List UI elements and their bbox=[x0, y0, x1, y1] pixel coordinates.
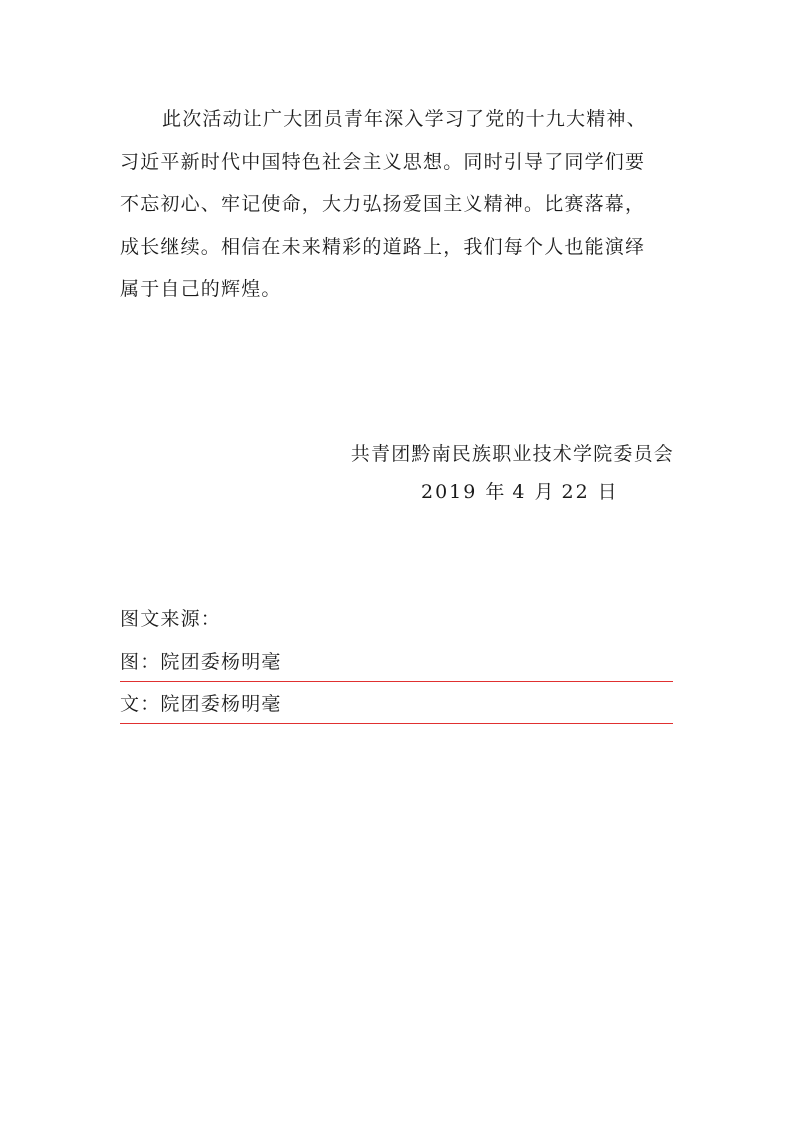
date-day: 22 bbox=[561, 481, 590, 503]
signature-date bbox=[421, 476, 617, 508]
credit-text: 文：院团委杨明毫 bbox=[120, 682, 673, 724]
date-year: 2019 bbox=[421, 481, 478, 503]
date-month-unit: 月 bbox=[534, 481, 554, 503]
signature-org: 共青团黔南民族职业技术学院委员会 bbox=[350, 443, 674, 465]
credit-photo: 图：院团委杨明毫 bbox=[120, 640, 673, 682]
date-day-unit: 日 bbox=[597, 481, 617, 503]
date-month: 4 bbox=[512, 481, 527, 503]
body-line-2: 习近平新时代中国特色社会主义思想。同时引导了同学们要 bbox=[120, 150, 646, 173]
body-line-4: 成长继续。相信在未来精彩的道路上，我们每个人也能演绎 bbox=[120, 235, 646, 258]
body-line-3: 不忘初心、牢记使命，大力弘扬爱国主义精神。比赛落幕， bbox=[120, 193, 646, 215]
credits-section bbox=[120, 598, 673, 724]
body-paragraph bbox=[120, 98, 676, 311]
credits-heading: 图文来源： bbox=[120, 608, 222, 630]
date-year-unit: 年 bbox=[485, 481, 505, 503]
body-line-5: 属于自己的辉煌。 bbox=[120, 278, 282, 300]
body-line-1: 此次活动让广大团员青年深入学习了党的十九大精神、 bbox=[162, 108, 647, 130]
